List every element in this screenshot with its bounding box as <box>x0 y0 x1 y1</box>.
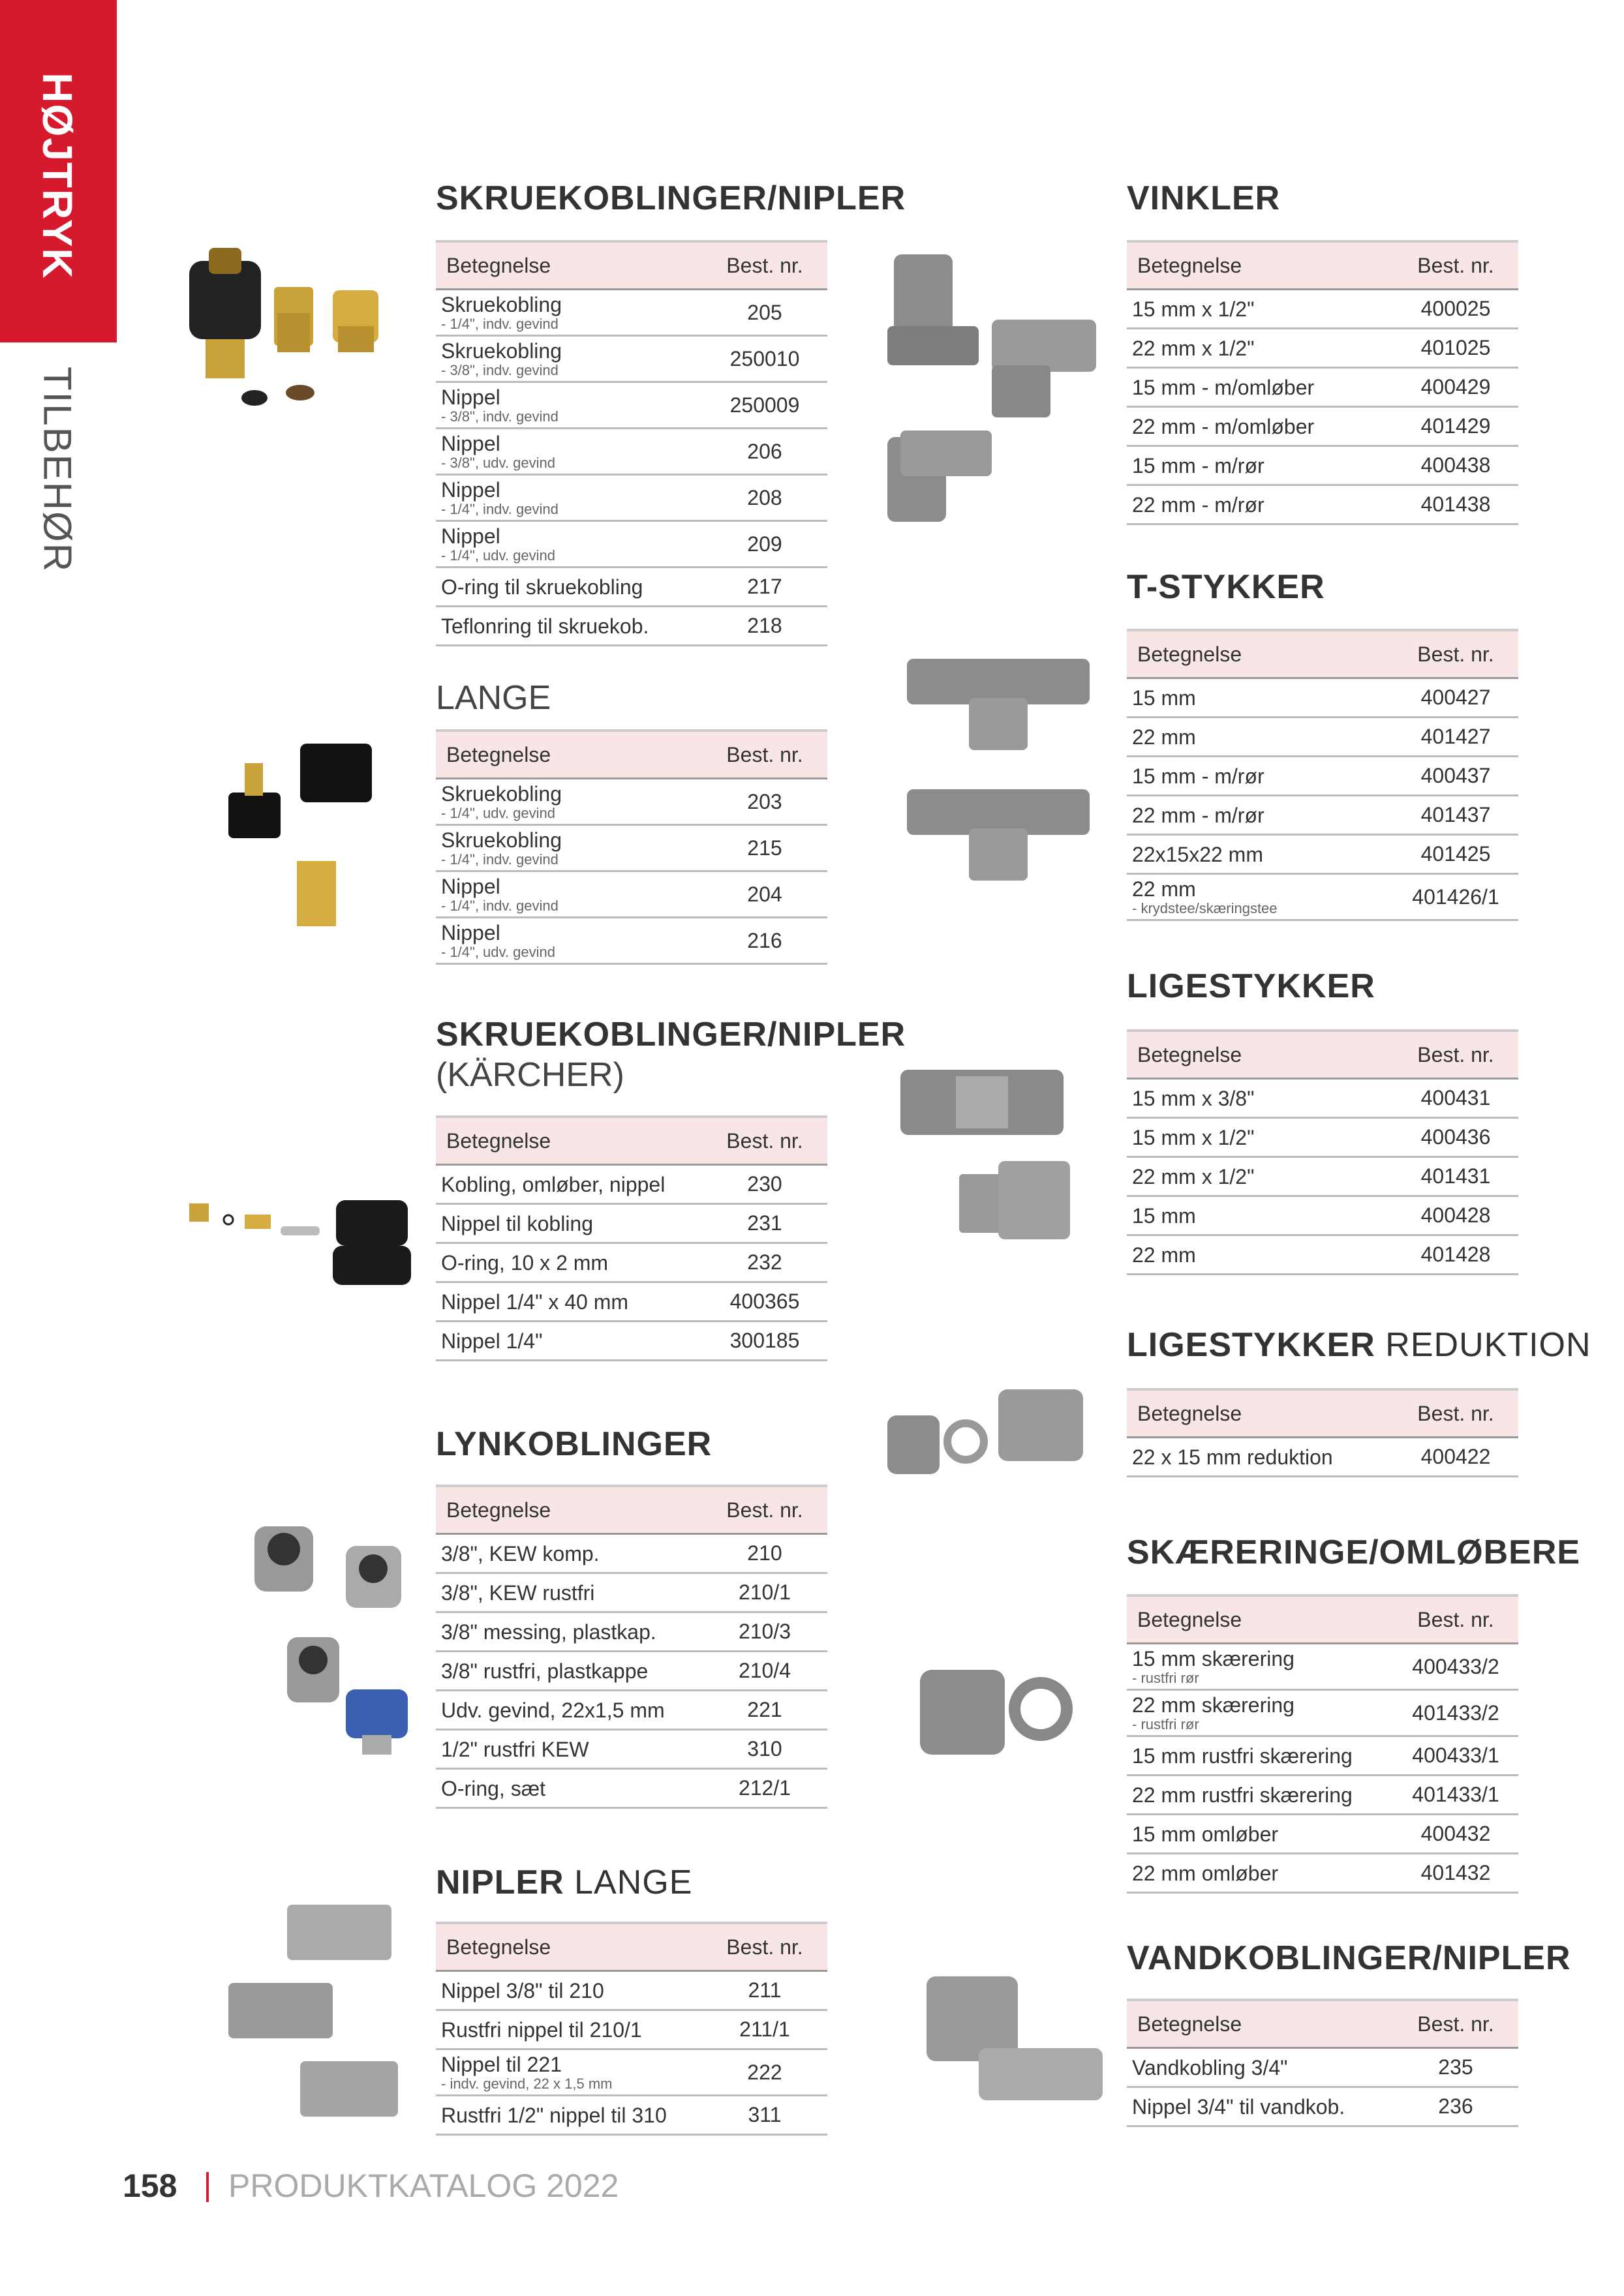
item-cell <box>1127 718 1393 757</box>
item-number: 401025 <box>1393 329 1518 368</box>
item-number: 401425 <box>1393 835 1518 874</box>
item-cell <box>1127 1854 1393 1893</box>
item-name: Rustfri nippel til 210/1 <box>441 2017 642 2042</box>
table-row <box>1127 1775 1518 1815</box>
table-row <box>1127 368 1518 407</box>
item-name: Nippel 1/4" x 40 mm <box>441 1290 629 1314</box>
item-cell <box>1127 874 1393 920</box>
item-name: 22 mm - m/omløber <box>1132 414 1315 438</box>
table-row <box>436 1322 827 1361</box>
item-number: 235 <box>1393 2048 1518 2087</box>
table-row <box>1127 874 1518 920</box>
item-name: Teflonring til skruekob. <box>441 614 649 638</box>
item-cell <box>436 336 702 382</box>
table-row <box>1127 485 1518 524</box>
item-number: 400431 <box>1393 1079 1518 1118</box>
item-cell <box>1127 2048 1393 2087</box>
item-name: Skruekobling <box>441 293 562 316</box>
table-row <box>436 2010 827 2049</box>
item-number: 206 <box>702 429 827 475</box>
item-name: Nippel <box>441 385 500 409</box>
item-number: 401427 <box>1393 718 1518 757</box>
item-name: 15 mm rustfri skærering <box>1132 1744 1353 1768</box>
side-sub-label: TILBEHØR <box>35 366 80 573</box>
item-name: 15 mm omløber <box>1132 1822 1279 1846</box>
item-cell <box>436 1971 702 2010</box>
long-couplings-image <box>215 731 385 939</box>
table-row <box>436 1204 827 1243</box>
item-cell <box>436 521 702 567</box>
item-cell <box>436 1204 702 1243</box>
item-name: 15 mm x 3/8" <box>1132 1086 1255 1110</box>
column-header-nr: Best. nr. <box>1393 2000 1518 2048</box>
item-number: 401429 <box>1393 407 1518 446</box>
item-name: 15 mm - m/omløber <box>1132 375 1315 399</box>
section-title-skaereringe: SKÆRERINGE/OMLØBERE <box>1127 1533 1581 1571</box>
table-row <box>1127 2048 1518 2087</box>
item-number: 211/1 <box>702 2010 827 2049</box>
item-number: 401426/1 <box>1393 874 1518 920</box>
table-vinkler <box>1127 240 1518 525</box>
item-name: 22 x 15 mm reduktion <box>1132 1445 1333 1469</box>
table-row <box>436 1730 827 1769</box>
item-name: Nippel <box>441 432 500 455</box>
table-row <box>1127 290 1518 329</box>
table-row <box>436 290 827 336</box>
table-row <box>1127 678 1518 718</box>
item-cell <box>436 1165 702 1204</box>
section-title-ligestykker: LIGESTYKKER <box>1127 967 1375 1005</box>
table-lynkoblinger <box>436 1485 827 1809</box>
item-cell <box>1127 1118 1393 1157</box>
table-row <box>436 1282 827 1322</box>
item-number: 211 <box>702 1971 827 2010</box>
table-row <box>1127 1438 1518 1477</box>
item-name: 22 mm <box>1132 1243 1196 1267</box>
item-cell <box>1127 1235 1393 1275</box>
item-number: 401433/2 <box>1393 1690 1518 1736</box>
column-header-name: Betegnelse <box>436 1486 702 1534</box>
nipler-title-light: LANGE <box>574 1864 693 1901</box>
section-title-skruekoblinger: SKRUEKOBLINGER/NIPLER <box>436 179 906 217</box>
item-subtext: - 1/4", indv. gevind <box>441 898 559 914</box>
item-cell <box>436 1243 702 1282</box>
table-row <box>436 1971 827 2010</box>
item-name: 22 mm <box>1132 877 1196 901</box>
table-row <box>1127 446 1518 485</box>
table-row <box>1127 1644 1518 1690</box>
table-row <box>436 336 827 382</box>
column-header-nr: Best. nr. <box>702 1117 827 1165</box>
item-subtext: - 1/4", udv. gevind <box>441 547 555 564</box>
table-row <box>436 2049 827 2096</box>
column-header-nr: Best. nr. <box>702 241 827 290</box>
item-name: 22 mm omløber <box>1132 1861 1279 1885</box>
item-cell <box>436 567 702 607</box>
ligered-title-light: REDUKTION <box>1385 1326 1591 1364</box>
item-cell <box>1127 1644 1393 1690</box>
item-cell <box>436 2096 702 2135</box>
column-header-name: Betegnelse <box>1127 1031 1393 1079</box>
table-lange <box>436 729 827 965</box>
table-karcher <box>436 1115 827 1361</box>
item-number: 400438 <box>1393 446 1518 485</box>
item-name: 3/8", KEW rustfri <box>441 1580 595 1605</box>
table-row <box>436 2096 827 2135</box>
item-number: 400437 <box>1393 757 1518 796</box>
item-cell <box>1127 290 1393 329</box>
item-number: 401431 <box>1393 1157 1518 1196</box>
karcher-couplings-image <box>183 1181 424 1292</box>
table-row <box>1127 757 1518 796</box>
table-row <box>1127 1235 1518 1275</box>
item-name: Nippel <box>441 478 500 502</box>
item-number: 400428 <box>1393 1196 1518 1235</box>
item-cell <box>1127 835 1393 874</box>
item-number: 210 <box>702 1534 827 1573</box>
item-cell <box>1127 1690 1393 1736</box>
column-header-name: Betegnelse <box>1127 1389 1393 1438</box>
table-row <box>436 1691 827 1730</box>
item-number: 400436 <box>1393 1118 1518 1157</box>
table-skaereringe <box>1127 1594 1518 1894</box>
column-header-nr: Best. nr. <box>702 1923 827 1971</box>
item-name: Nippel <box>441 524 500 548</box>
column-header-nr: Best. nr. <box>1393 630 1518 678</box>
column-header-nr: Best. nr. <box>1393 1389 1518 1438</box>
item-cell <box>436 607 702 646</box>
table-row <box>436 1243 827 1282</box>
item-name: 22 mm x 1/2" <box>1132 336 1255 360</box>
item-number: 236 <box>1393 2087 1518 2126</box>
item-name: Nippel 3/4" til vandkob. <box>1132 2094 1345 2119</box>
item-number: 400427 <box>1393 678 1518 718</box>
item-number: 401433/1 <box>1393 1775 1518 1815</box>
column-header-nr: Best. nr. <box>702 731 827 779</box>
item-number: 400429 <box>1393 368 1518 407</box>
side-tab-label: HØJTRYK <box>34 72 81 280</box>
item-cell <box>436 1691 702 1730</box>
item-name: Skruekobling <box>441 339 562 363</box>
item-name: Udv. gevind, 22x1,5 mm <box>441 1698 665 1722</box>
item-cell <box>436 1534 702 1573</box>
item-number: 216 <box>702 918 827 964</box>
column-header-nr: Best. nr. <box>1393 241 1518 290</box>
item-cell <box>436 779 702 825</box>
item-subtext: - 1/4", indv. gevind <box>441 501 559 517</box>
elbows-image <box>874 241 1103 554</box>
item-name: Kobling, omløber, nippel <box>441 1172 666 1196</box>
item-name: 22 mm x 1/2" <box>1132 1164 1255 1188</box>
item-name: Skruekobling <box>441 782 562 806</box>
item-number: 401438 <box>1393 485 1518 524</box>
item-cell <box>436 429 702 475</box>
section-subtitle-karcher: (KÄRCHER) <box>436 1056 624 1094</box>
item-number: 250009 <box>702 382 827 429</box>
item-cell <box>1127 1775 1393 1815</box>
item-cell <box>436 290 702 336</box>
table-row <box>436 1573 827 1612</box>
item-number: 222 <box>702 2049 827 2096</box>
table-row <box>436 918 827 964</box>
column-header-name: Betegnelse <box>1127 1595 1393 1644</box>
item-subtext: - rustfri rør <box>1132 1670 1199 1686</box>
section-title-vandkoblinger: VANDKOBLINGER/NIPLER <box>1127 1939 1571 1977</box>
item-cell <box>436 1652 702 1691</box>
table-ligestykker-reduktion <box>1127 1388 1518 1477</box>
item-number: 400432 <box>1393 1815 1518 1854</box>
item-number: 203 <box>702 779 827 825</box>
quick-couplings-image <box>248 1513 418 1768</box>
item-cell <box>1127 2087 1393 2126</box>
table-vandkoblinger <box>1127 1999 1518 2127</box>
item-number: 311 <box>702 2096 827 2135</box>
item-number: 210/4 <box>702 1652 827 1691</box>
screw-couplings-image <box>183 241 418 411</box>
item-number: 215 <box>702 825 827 871</box>
item-cell <box>1127 1736 1393 1775</box>
column-header-name: Betegnelse <box>1127 2000 1393 2048</box>
item-cell <box>1127 329 1393 368</box>
column-header-name: Betegnelse <box>436 731 702 779</box>
table-row <box>436 607 827 646</box>
section-title-karcher: SKRUEKOBLINGER/NIPLER <box>436 1016 906 1053</box>
table-row <box>436 382 827 429</box>
table-row <box>436 475 827 521</box>
item-name: 15 mm - m/rør <box>1132 453 1264 477</box>
table-row <box>1127 2087 1518 2126</box>
item-number: 210/3 <box>702 1612 827 1652</box>
item-name: 15 mm x 1/2" <box>1132 297 1255 321</box>
item-subtext: - 1/4", indv. gevind <box>441 851 559 868</box>
item-number: 217 <box>702 567 827 607</box>
column-header-nr: Best. nr. <box>1393 1595 1518 1644</box>
table-row <box>1127 1815 1518 1854</box>
t-pieces-image <box>900 646 1096 900</box>
item-cell <box>436 2049 702 2096</box>
table-row <box>436 779 827 825</box>
straight-pieces-image <box>894 1057 1090 1259</box>
item-cell <box>1127 485 1393 524</box>
item-number: 208 <box>702 475 827 521</box>
item-cell <box>436 918 702 964</box>
item-subtext: - 3/8", indv. gevind <box>441 362 559 378</box>
item-name: 1/2" rustfri KEW <box>441 1737 589 1761</box>
reducer-image <box>881 1370 1096 1487</box>
item-cell <box>1127 407 1393 446</box>
item-number: 210/1 <box>702 1573 827 1612</box>
item-name: O-ring, 10 x 2 mm <box>441 1250 609 1275</box>
item-number: 250010 <box>702 336 827 382</box>
table-row <box>436 825 827 871</box>
item-number: 310 <box>702 1730 827 1769</box>
item-cell <box>436 1612 702 1652</box>
item-name: Skruekobling <box>441 828 562 852</box>
footer-separator <box>206 2172 209 2202</box>
item-name: 22 mm <box>1132 725 1196 749</box>
item-number: 401428 <box>1393 1235 1518 1275</box>
table-row <box>1127 407 1518 446</box>
table-row <box>436 521 827 567</box>
table-row <box>1127 1854 1518 1893</box>
water-couplings-image <box>913 1963 1109 2113</box>
item-name: O-ring, sæt <box>441 1776 546 1800</box>
item-number: 232 <box>702 1243 827 1282</box>
item-subtext: - krydstee/skæringstee <box>1132 900 1278 916</box>
item-subtext: - 1/4", udv. gevind <box>441 944 555 960</box>
table-t-stykker <box>1127 629 1518 921</box>
table-row <box>436 1769 827 1808</box>
table-row <box>1127 329 1518 368</box>
item-name: 3/8" messing, plastkap. <box>441 1620 656 1644</box>
item-number: 205 <box>702 290 827 336</box>
item-subtext: - 3/8", udv. gevind <box>441 455 555 471</box>
item-name: Nippel <box>441 921 500 944</box>
table-row <box>1127 718 1518 757</box>
item-name: 22 mm rustfri skærering <box>1132 1783 1353 1807</box>
item-cell <box>436 382 702 429</box>
table-row <box>436 1534 827 1573</box>
item-name: Nippel <box>441 875 500 898</box>
column-header-name: Betegnelse <box>436 1117 702 1165</box>
section-title-nipler-lange <box>436 1863 692 1902</box>
column-header-nr: Best. nr. <box>1393 1031 1518 1079</box>
table-row <box>1127 835 1518 874</box>
item-cell <box>436 1769 702 1808</box>
item-cell <box>1127 1438 1393 1477</box>
item-subtext: - 1/4", indv. gevind <box>441 316 559 332</box>
table-row <box>1127 796 1518 835</box>
item-name: Nippel til kobling <box>441 1211 594 1235</box>
item-cell <box>1127 1157 1393 1196</box>
table-ligestykker <box>1127 1029 1518 1275</box>
item-name: 3/8" rustfri, plastkappe <box>441 1659 649 1683</box>
item-cell <box>436 475 702 521</box>
section-title-lange: LANGE <box>436 679 551 717</box>
nipler-title-bold: NIPLER <box>436 1864 564 1901</box>
table-row <box>1127 1690 1518 1736</box>
item-number: 400433/2 <box>1393 1644 1518 1690</box>
item-cell <box>1127 368 1393 407</box>
item-subtext: - 3/8", indv. gevind <box>441 408 559 425</box>
item-name: Nippel 3/8" til 210 <box>441 1978 604 2002</box>
item-name: 15 mm <box>1132 686 1196 710</box>
item-number: 400365 <box>702 1282 827 1322</box>
ligered-title-bold: LIGESTYKKER <box>1127 1326 1375 1364</box>
item-name: 22 mm - m/rør <box>1132 803 1264 827</box>
item-subtext: - 1/4", udv. gevind <box>441 805 555 821</box>
item-name: 15 mm x 1/2" <box>1132 1125 1255 1149</box>
long-nipples-image <box>222 1892 398 2133</box>
side-tab <box>0 0 117 342</box>
item-cell <box>436 1730 702 1769</box>
item-number: 204 <box>702 871 827 918</box>
column-header-name: Betegnelse <box>1127 241 1393 290</box>
table-row <box>436 567 827 607</box>
table-row <box>436 429 827 475</box>
item-cell <box>1127 678 1393 718</box>
item-name: Rustfri 1/2" nippel til 310 <box>441 2103 667 2127</box>
item-subtext: - rustfri rør <box>1132 1716 1199 1732</box>
item-number: 400025 <box>1393 290 1518 329</box>
item-name: 22 mm skærering <box>1132 1693 1295 1717</box>
item-cell <box>436 1573 702 1612</box>
item-number: 300185 <box>702 1322 827 1361</box>
item-cell <box>1127 757 1393 796</box>
table-skruekoblinger <box>436 240 827 646</box>
item-name: 15 mm skærering <box>1132 1647 1295 1670</box>
item-name: O-ring til skruekobling <box>441 575 643 599</box>
item-subtext: - indv. gevind, 22 x 1,5 mm <box>441 2076 613 2092</box>
item-number: 401437 <box>1393 796 1518 835</box>
item-number: 218 <box>702 607 827 646</box>
table-row <box>436 1652 827 1691</box>
table-row <box>436 871 827 918</box>
item-number: 400433/1 <box>1393 1736 1518 1775</box>
item-number: 401432 <box>1393 1854 1518 1893</box>
column-header-name: Betegnelse <box>436 1923 702 1971</box>
item-cell <box>1127 1079 1393 1118</box>
item-cell <box>436 1282 702 1322</box>
item-cell <box>1127 446 1393 485</box>
page-number: 158 <box>123 2168 177 2204</box>
table-nipler-lange <box>436 1922 827 2136</box>
section-title-ligestykker-reduktion <box>1127 1325 1591 1365</box>
table-row <box>1127 1157 1518 1196</box>
item-cell <box>1127 796 1393 835</box>
item-number: 400422 <box>1393 1438 1518 1477</box>
item-cell <box>1127 1196 1393 1235</box>
column-header-name: Betegnelse <box>1127 630 1393 678</box>
item-cell <box>436 2010 702 2049</box>
section-title-t-stykker: T-STYKKER <box>1127 568 1325 606</box>
item-name: 3/8", KEW komp. <box>441 1541 600 1565</box>
item-number: 212/1 <box>702 1769 827 1808</box>
item-cell <box>436 871 702 918</box>
item-number: 209 <box>702 521 827 567</box>
column-header-nr: Best. nr. <box>702 1486 827 1534</box>
table-row <box>1127 1118 1518 1157</box>
table-row <box>1127 1736 1518 1775</box>
section-title-vinkler: VINKLER <box>1127 179 1281 217</box>
item-cell <box>436 825 702 871</box>
item-name: 15 mm <box>1132 1203 1196 1228</box>
item-number: 230 <box>702 1165 827 1204</box>
item-cell <box>1127 1815 1393 1854</box>
item-number: 231 <box>702 1204 827 1243</box>
catalog-name: PRODUKTKATALOG 2022 <box>228 2168 619 2204</box>
item-cell <box>436 1322 702 1361</box>
item-name: 22x15x22 mm <box>1132 842 1263 866</box>
table-row <box>436 1165 827 1204</box>
item-name: Nippel til 221 <box>441 2053 562 2076</box>
item-name: Vandkobling 3/4" <box>1132 2055 1288 2079</box>
item-name: 22 mm - m/rør <box>1132 492 1264 517</box>
cutting-rings-image <box>913 1657 1083 1774</box>
table-row <box>1127 1196 1518 1235</box>
section-title-lynkoblinger: LYNKOBLINGER <box>436 1425 712 1463</box>
item-number: 221 <box>702 1691 827 1730</box>
item-name: Nippel 1/4" <box>441 1329 543 1353</box>
column-header-name: Betegnelse <box>436 241 702 290</box>
table-row <box>436 1612 827 1652</box>
table-row <box>1127 1079 1518 1118</box>
item-name: 15 mm - m/rør <box>1132 764 1264 788</box>
